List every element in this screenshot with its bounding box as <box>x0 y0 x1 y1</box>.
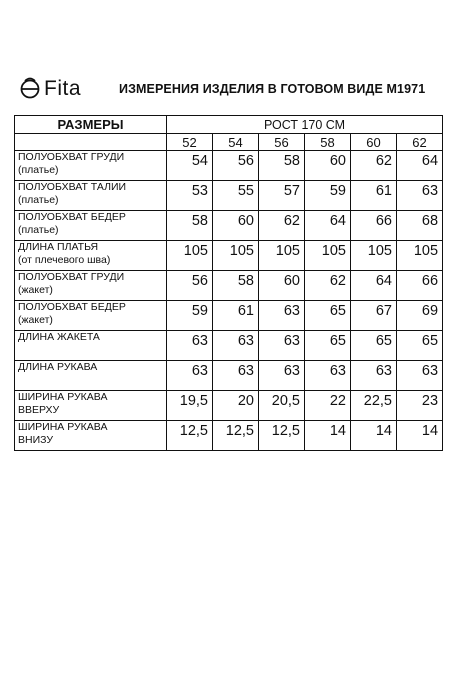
measurement-value: 22 <box>305 391 351 421</box>
measurement-value: 65 <box>305 301 351 331</box>
measurement-value: 58 <box>167 211 213 241</box>
measurement-value: 19,5 <box>167 391 213 421</box>
table-row <box>15 391 443 421</box>
measurement-value: 66 <box>351 211 397 241</box>
measurement-value: 14 <box>397 421 443 451</box>
measurement-value: 14 <box>305 421 351 451</box>
measurement-value: 63 <box>259 301 305 331</box>
size-column-header: 62 <box>397 134 443 151</box>
measurement-value: 57 <box>259 181 305 211</box>
measurement-label: ДЛИНА ЖАКЕТА <box>15 331 167 361</box>
measurement-value: 105 <box>259 241 305 271</box>
measurement-value: 105 <box>213 241 259 271</box>
measurement-label: ПОЛУОБХВАТ БЕДЕР (платье) <box>15 211 167 241</box>
table-row <box>15 151 443 181</box>
measurement-value: 65 <box>351 331 397 361</box>
measurement-value: 12,5 <box>259 421 305 451</box>
measurement-label: ШИРИНА РУКАВА ВВЕРХУ <box>15 391 167 421</box>
measurement-value: 63 <box>305 361 351 391</box>
page-title: ИЗМЕРЕНИЯ ИЗДЕЛИЯ В ГОТОВОМ ВИДЕ М1971 <box>119 82 426 96</box>
measurement-value: 20,5 <box>259 391 305 421</box>
measurement-value: 62 <box>305 271 351 301</box>
measurement-value: 20 <box>213 391 259 421</box>
table-row <box>15 181 443 211</box>
measurement-label: ДЛИНА РУКАВА <box>15 361 167 391</box>
measurement-label: ДЛИНА ПЛАТЬЯ (от плечевого шва) <box>15 241 167 271</box>
measurement-value: 23 <box>397 391 443 421</box>
size-column-header: 56 <box>259 134 305 151</box>
measurement-value: 105 <box>351 241 397 271</box>
measurement-value: 14 <box>351 421 397 451</box>
measurement-value: 53 <box>167 181 213 211</box>
measurement-value: 60 <box>305 151 351 181</box>
measurement-value: 63 <box>259 331 305 361</box>
table-row <box>15 271 443 301</box>
measurement-value: 63 <box>213 331 259 361</box>
size-column-header: 58 <box>305 134 351 151</box>
measurement-value: 68 <box>397 211 443 241</box>
measurement-value: 59 <box>167 301 213 331</box>
table-row <box>15 331 443 361</box>
measurement-value: 63 <box>397 181 443 211</box>
measurement-value: 105 <box>305 241 351 271</box>
measurement-value: 61 <box>213 301 259 331</box>
table-row <box>15 301 443 331</box>
measurement-value: 63 <box>351 361 397 391</box>
measurement-value: 64 <box>397 151 443 181</box>
measurement-value: 12,5 <box>213 421 259 451</box>
measurement-value: 67 <box>351 301 397 331</box>
measurement-value: 59 <box>305 181 351 211</box>
measurement-value: 64 <box>351 271 397 301</box>
measurement-value: 63 <box>213 361 259 391</box>
measurement-value: 61 <box>351 181 397 211</box>
measurement-label: ПОЛУОБХВАТ ГРУДИ (платье) <box>15 151 167 181</box>
table-row <box>15 361 443 391</box>
measurement-value: 62 <box>259 211 305 241</box>
measurement-label: ШИРИНА РУКАВА ВНИЗУ <box>15 421 167 451</box>
measurement-value: 65 <box>397 331 443 361</box>
measurement-label: ПОЛУОБХВАТ ТАЛИИ (платье) <box>15 181 167 211</box>
measurement-value: 56 <box>167 271 213 301</box>
measurement-value: 105 <box>167 241 213 271</box>
measurement-value: 65 <box>305 331 351 361</box>
measurement-value: 58 <box>213 271 259 301</box>
table-row <box>15 421 443 451</box>
measurement-value: 69 <box>397 301 443 331</box>
fita-logo-icon <box>19 76 41 100</box>
height-header: РОСТ 170 СМ <box>167 116 443 134</box>
measurement-value: 22,5 <box>351 391 397 421</box>
measurement-value: 62 <box>351 151 397 181</box>
measurement-value: 60 <box>213 211 259 241</box>
measurement-value: 55 <box>213 181 259 211</box>
measurement-value: 56 <box>213 151 259 181</box>
measurement-value: 63 <box>397 361 443 391</box>
measurement-label: ПОЛУОБХВАТ ГРУДИ (жакет) <box>15 271 167 301</box>
measurement-value: 54 <box>167 151 213 181</box>
brand-name: Fita <box>44 76 82 100</box>
table-row <box>15 241 443 271</box>
measurement-value: 64 <box>305 211 351 241</box>
measurement-value: 66 <box>397 271 443 301</box>
measurements-table <box>14 115 443 451</box>
measurement-value: 58 <box>259 151 305 181</box>
measurement-value: 12,5 <box>167 421 213 451</box>
measurement-value: 63 <box>167 331 213 361</box>
table-row <box>15 211 443 241</box>
measurement-label: ПОЛУОБХВАТ БЕДЕР (жакет) <box>15 301 167 331</box>
measurement-value: 105 <box>397 241 443 271</box>
sizes-header-spacer <box>15 134 167 151</box>
size-column-header: 52 <box>167 134 213 151</box>
measurement-value: 63 <box>259 361 305 391</box>
size-column-header: 60 <box>351 134 397 151</box>
size-column-header: 54 <box>213 134 259 151</box>
measurement-value: 63 <box>167 361 213 391</box>
brand-logo <box>19 74 81 102</box>
sizes-header: РАЗМЕРЫ <box>15 116 167 134</box>
measurement-value: 60 <box>259 271 305 301</box>
